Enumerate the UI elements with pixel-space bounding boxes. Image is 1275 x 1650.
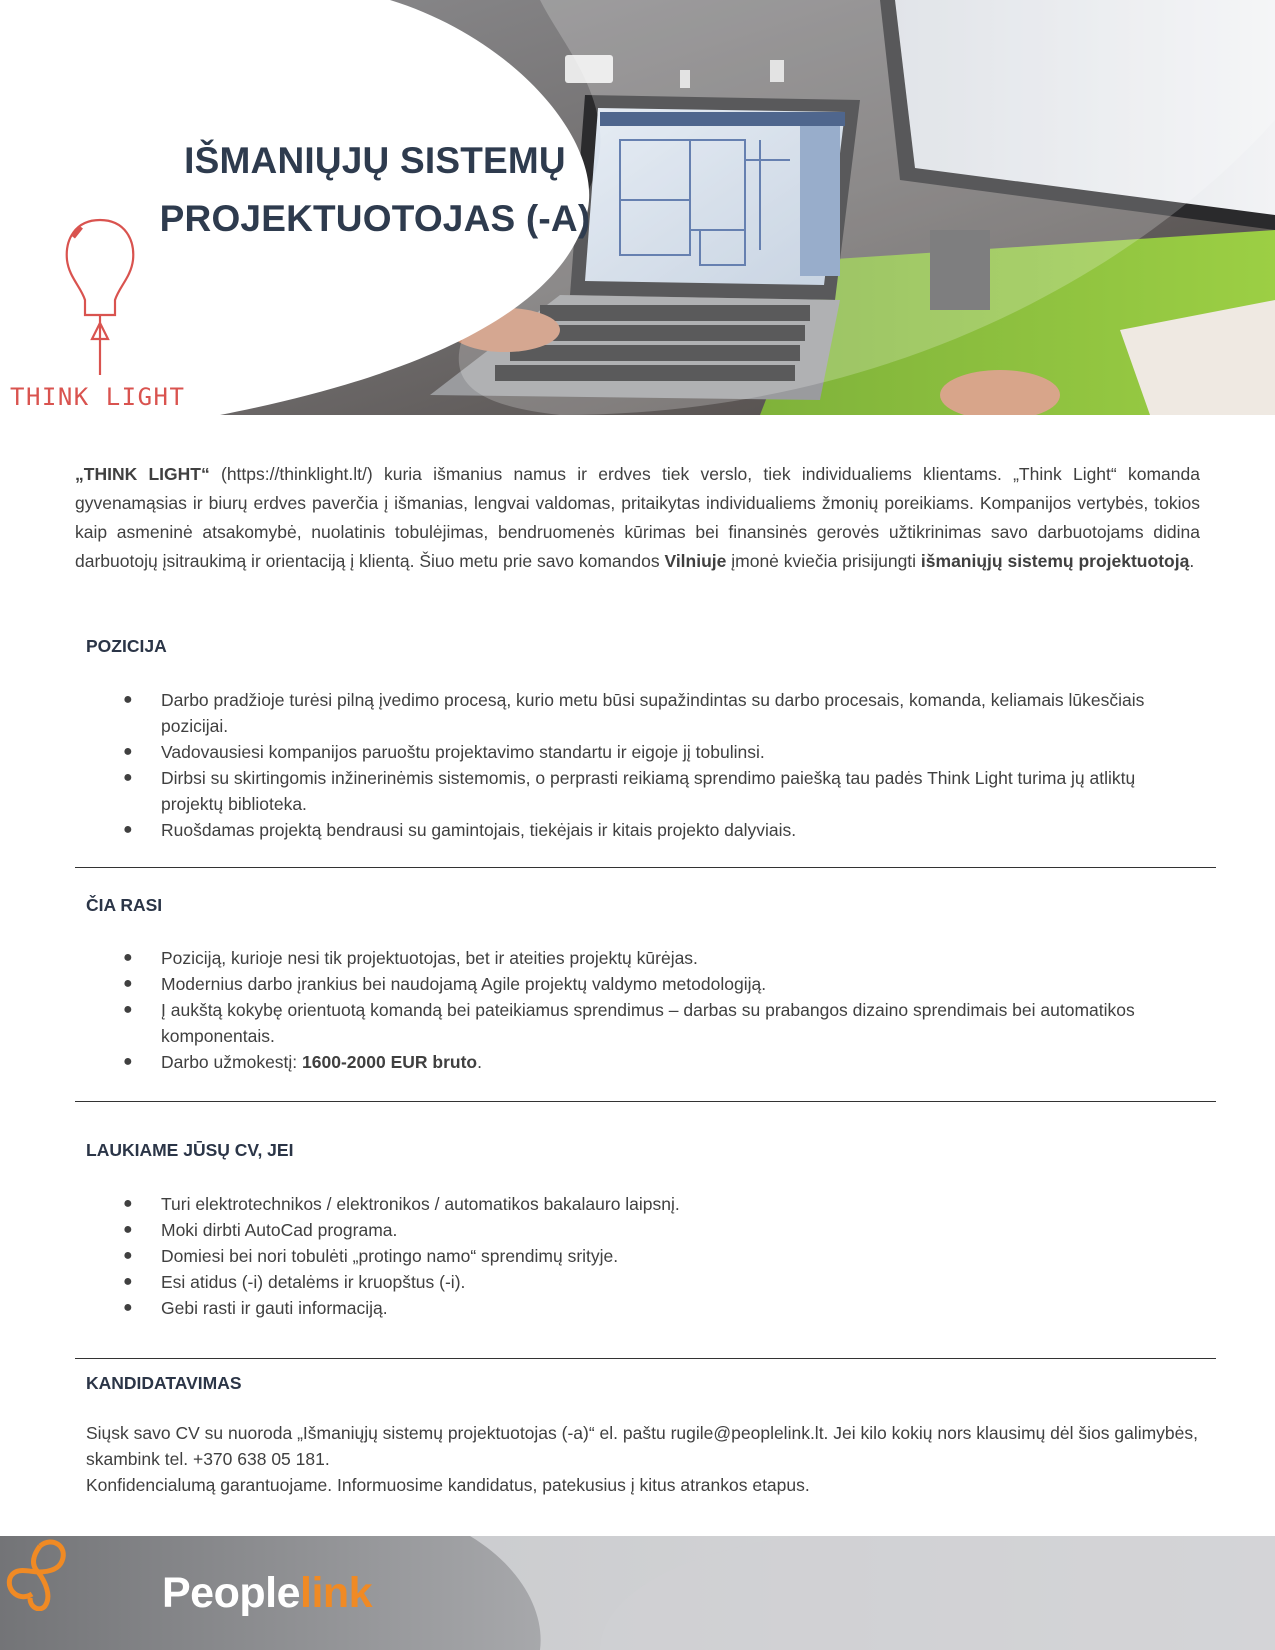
lightbulb-icon [55, 215, 155, 375]
salary-value: 1600-2000 EUR bruto [302, 1052, 478, 1072]
list-item-text: Moki dirbti AutoCad programa. [161, 1220, 398, 1240]
footer-banner [0, 1536, 1275, 1650]
list-item [75, 765, 1195, 817]
intro-role: išmaniųjų sistemų projektuotoją [920, 551, 1190, 571]
list-item [75, 971, 1195, 997]
list-item-text: Ruošdamas projektą bendrausi su gamintojais, tiekėjais ir kitais projekto dalyviais. [161, 820, 797, 840]
bullet-icon: ● [123, 1195, 133, 1212]
list-item-text: Domiesi bei nori tobulėti „protingo namo“ sprendimų srityje. [161, 1246, 619, 1266]
section-title-offer: ČIA RASI [86, 895, 163, 915]
list-item [75, 1191, 1195, 1217]
think-light-logo-text: THINK LIGHT [10, 383, 186, 411]
list-item [75, 739, 1195, 765]
bullet-icon: ● [123, 743, 133, 760]
list-item-text: Gebi rasti ir gauti informaciją. [161, 1298, 388, 1318]
intro-text-1: (https://thinklight.lt/) kuria išmanius namus ir erdves tiek verslo, tiek individualiems klientams. „Think Light“ komanda gyvenamąsias ir biurų erdves paverčia į išmanias, lengvai valdomas, pritaikytas individualiems žmonių poreikiams. Kompanijos vertybės, tokios kaip asmeninė atsakomybė, nuolatinis tobulėjimas, bendruomenės kūrimas bei finansinės gerovės užtikrinimas savo darbuotojams didina darbuotojų įsitraukimą ir orientaciją į klientą. Šiuo metu prie savo komandos [75, 464, 1200, 571]
intro-text-2: įmonė kviečia prisijungti [726, 551, 921, 571]
bullet-icon: ● [123, 769, 133, 786]
salary-suffix: . [477, 1052, 482, 1072]
bullet-icon: ● [123, 1221, 133, 1238]
list-item-text: Turi elektrotechnikos / elektronikos / automatikos bakalauro laipsnį. [161, 1194, 680, 1214]
bullet-icon: ● [123, 1001, 133, 1018]
list-item [75, 1243, 1195, 1269]
section-divider [75, 1101, 1216, 1102]
bullet-icon: ● [123, 949, 133, 966]
bullet-icon: ● [123, 821, 133, 838]
apply-instructions [86, 1420, 1216, 1498]
list-item [75, 997, 1195, 1049]
intro-end: . [1189, 551, 1195, 571]
list-item-text: Darbo pradžioje turėsi pilną įvedimo procesą, kurio metu būsi supažindintas su darbo procesais, komanda, keliamais lūkesčiais pozicijai. [161, 690, 1145, 736]
list-item [75, 945, 1195, 971]
bullet-icon: ● [123, 1247, 133, 1264]
section-title-apply: KANDIDATAVIMAS [86, 1373, 242, 1393]
job-title-line-2: PROJEKTUOTOJAS (-A) [159, 198, 591, 239]
job-title-line-1: IŠMANIŲJŲ SISTEMŲ [184, 140, 566, 181]
peoplelink-logo-icon [0, 1536, 75, 1611]
position-list [75, 687, 1195, 843]
bullet-icon: ● [123, 1273, 133, 1290]
list-item [75, 1217, 1195, 1243]
list-item-salary [75, 1049, 1195, 1075]
list-item-text: Modernius darbo įrankius bei naudojamą Agile projektų valdymo metodologiją. [161, 974, 767, 994]
brand-part-1: People [162, 1569, 300, 1617]
list-item-text: Dirbsi su skirtingomis inžinerinėmis sistemomis, o perprasti reikiamą sprendimo paiešką tau padės Think Light turima jų atliktų projektų biblioteka. [161, 768, 1136, 814]
section-divider [75, 1358, 1216, 1359]
section-title-position: POZICIJA [86, 636, 167, 656]
bullet-icon: ● [123, 975, 133, 992]
list-item [75, 817, 1195, 843]
bullet-icon: ● [123, 691, 133, 708]
list-item-text: Į aukštą kokybę orientuotą komandą bei pateikiamus sprendimus – darbas su prabangos dizaino sprendimais bei automatikos komponentais. [161, 1000, 1135, 1046]
job-title [150, 132, 600, 248]
list-item [75, 1295, 1195, 1321]
apply-line-2: Konfidencialumą garantuojame. Informuosime kandidatus, patekusius į kitus atrankos etapus. [86, 1475, 810, 1495]
brand-part-2: link [300, 1569, 373, 1617]
apply-line-1: Siųsk savo CV su nuoroda „Išmaniųjų sistemų projektuotojas (-a)“ el. paštu rugile@peoplelink.lt. Jei kilo kokių nors klausimų dėl šios galimybės, skambink tel. +370 638 05 181. [86, 1423, 1199, 1469]
list-item [75, 1269, 1195, 1295]
bullet-icon: ● [123, 1053, 133, 1070]
company-intro [75, 460, 1200, 576]
section-divider [75, 867, 1216, 868]
hero-banner [0, 0, 1275, 415]
list-item [75, 687, 1195, 739]
list-item-text: Esi atidus (-i) detalėms ir kruopštus (-i). [161, 1272, 466, 1292]
peoplelink-wordmark [162, 1569, 372, 1618]
list-item-text: Vadovausiesi kompanijos paruoštu projektavimo standartu ir eigoje jį tobulinsi. [161, 742, 765, 762]
list-item-text: Poziciją, kurioje nesi tik projektuotojas, bet ir ateities projektų kūrėjas. [161, 948, 698, 968]
company-name: „THINK LIGHT“ [75, 464, 210, 484]
intro-city: Vilniuje [664, 551, 727, 571]
offer-list [75, 945, 1195, 1075]
requirements-list [75, 1191, 1195, 1321]
bullet-icon: ● [123, 1299, 133, 1316]
section-title-requirements: LAUKIAME JŪSŲ CV, JEI [86, 1140, 294, 1160]
salary-label: Darbo užmokestį: [161, 1052, 303, 1072]
